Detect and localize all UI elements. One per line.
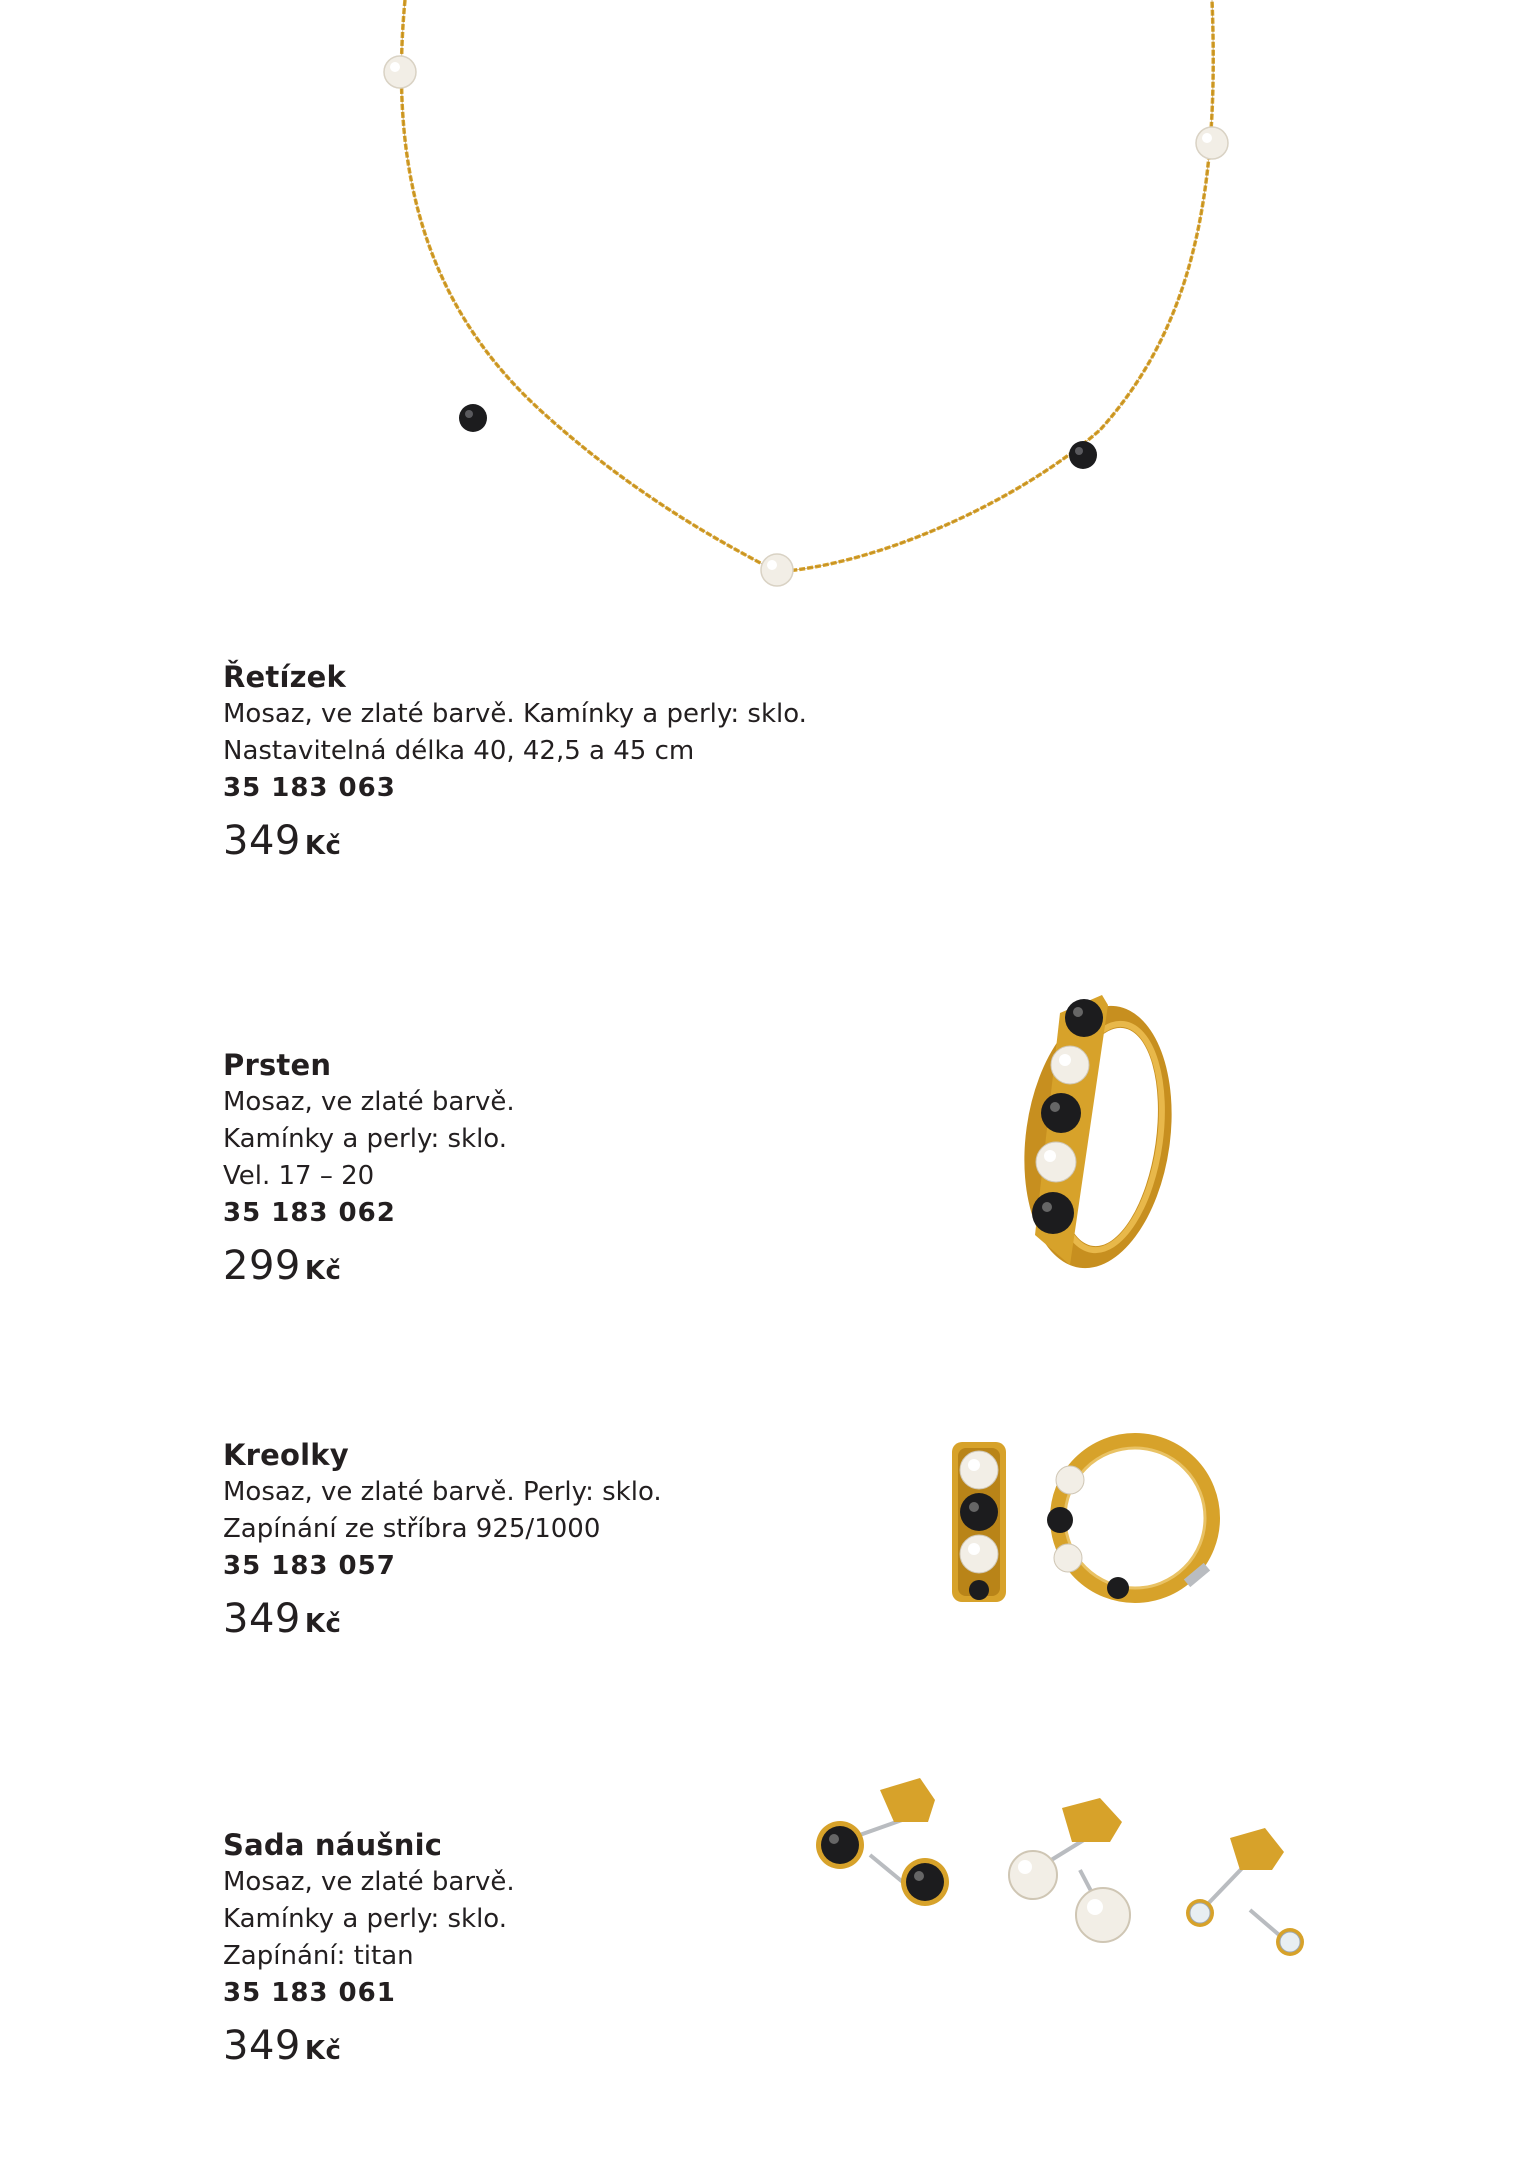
product-price <box>223 1595 662 1648</box>
necklace-image <box>360 0 1260 620</box>
stud-earrings-set-icon <box>816 1778 1304 1956</box>
product-ring <box>223 1047 515 1295</box>
price-currency: Kč <box>304 1256 342 1286</box>
product-title: Prsten <box>223 1048 332 1082</box>
price-currency: Kč <box>304 1609 342 1639</box>
product-code: 35 183 063 <box>223 773 396 803</box>
product-stud-earrings-set <box>223 1827 515 2075</box>
product-price <box>223 1242 515 1295</box>
product-code: 35 183 062 <box>223 1198 396 1228</box>
price-currency: Kč <box>304 831 342 861</box>
price-value: 349 <box>223 818 301 864</box>
product-description-line: Zapínání ze stříbra 925/1000 <box>223 1514 601 1544</box>
product-description-line: Vel. 17 – 20 <box>223 1161 375 1191</box>
necklace-icon <box>384 0 1228 586</box>
product-price <box>223 2022 515 2075</box>
product-code: 35 183 061 <box>223 1978 396 2008</box>
product-description-line: Zapínání: titan <box>223 1941 414 1971</box>
hoop-earrings-icon <box>952 1440 1213 1602</box>
ring-icon <box>1008 995 1187 1278</box>
product-description-line: Mosaz, ve zlaté barvě. Kamínky a perly: sklo. <box>223 699 807 729</box>
product-description-line: Mosaz, ve zlaté barvě. <box>223 1867 515 1897</box>
stud-earrings-image <box>810 1770 1330 1990</box>
product-description-line: Nastavitelná délka 40, 42,5 a 45 cm <box>223 736 695 766</box>
price-value: 349 <box>223 1596 301 1642</box>
price-value: 299 <box>223 1243 301 1289</box>
product-code: 35 183 057 <box>223 1551 396 1581</box>
product-description-line: Kamínky a perly: sklo. <box>223 1904 508 1934</box>
price-currency: Kč <box>304 2036 342 2066</box>
ring-image <box>990 985 1190 1285</box>
product-necklace <box>223 659 807 870</box>
product-description-line: Kamínky a perly: sklo. <box>223 1124 508 1154</box>
product-title: Řetízek <box>223 660 347 694</box>
product-price <box>223 817 807 870</box>
price-value: 349 <box>223 2023 301 2069</box>
product-hoop-earrings <box>223 1437 662 1648</box>
product-description-line: Mosaz, ve zlaté barvě. <box>223 1087 515 1117</box>
product-description-line: Mosaz, ve zlaté barvě. Perly: sklo. <box>223 1477 662 1507</box>
hoop-earrings-image <box>940 1430 1230 1610</box>
product-title: Sada náušnic <box>223 1828 443 1862</box>
product-title: Kreolky <box>223 1438 349 1472</box>
